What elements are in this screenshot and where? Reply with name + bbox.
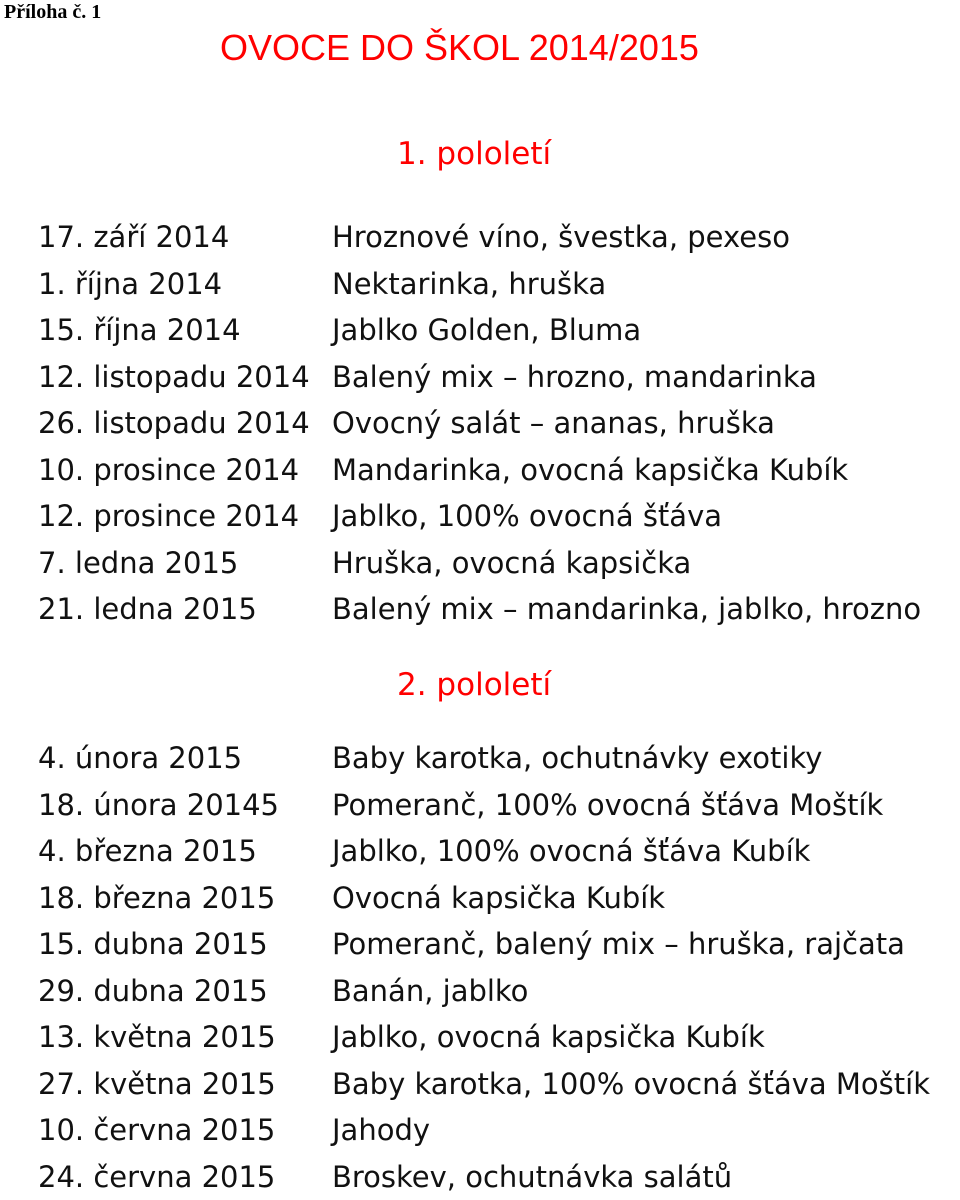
- fruit-items: Hroznové víno, švestka, pexeso: [332, 220, 790, 254]
- schedule-row: [38, 214, 921, 261]
- schedule-row: [38, 1154, 930, 1200]
- schedule-row: [38, 261, 921, 308]
- delivery-date: 10. června 2015: [38, 1113, 332, 1147]
- fruit-items: Nektarinka, hruška: [332, 267, 606, 301]
- fruit-items: Pomeranč, balený mix – hruška, rajčata: [332, 927, 905, 961]
- schedule-row: [38, 540, 921, 587]
- delivery-date: 12. prosince 2014: [38, 499, 332, 533]
- schedule-row: [38, 782, 930, 829]
- delivery-date: 18. února 20145: [38, 788, 332, 822]
- delivery-date: 4. února 2015: [38, 741, 332, 775]
- delivery-date: 13. května 2015: [38, 1020, 332, 1054]
- delivery-date: 1. října 2014: [38, 267, 332, 301]
- fruit-items: Balený mix – hrozno, mandarinka: [332, 360, 817, 394]
- schedule-list-first-half: [38, 214, 921, 633]
- fruit-items: Baby karotka, 100% ovocná šťáva Moštík: [332, 1067, 930, 1101]
- schedule-row: [38, 1014, 930, 1061]
- section-heading-second-half: 2. pololetí: [397, 665, 551, 705]
- delivery-date: 24. června 2015: [38, 1160, 332, 1194]
- fruit-items: Jablko Golden, Bluma: [332, 313, 641, 347]
- attachment-label: Příloha č. 1: [4, 0, 101, 24]
- schedule-row: [38, 1107, 930, 1154]
- delivery-date: 4. března 2015: [38, 834, 332, 868]
- fruit-items: Hruška, ovocná kapsička: [332, 546, 691, 580]
- fruit-items: Jahody: [332, 1113, 430, 1147]
- schedule-row: [38, 735, 930, 782]
- schedule-row: [38, 307, 921, 354]
- fruit-items: Pomeranč, 100% ovocná šťáva Moštík: [332, 788, 883, 822]
- fruit-items: Broskev, ochutnávka salátů: [332, 1160, 732, 1194]
- delivery-date: 26. listopadu 2014: [38, 406, 332, 440]
- delivery-date: 29. dubna 2015: [38, 974, 332, 1008]
- fruit-items: Baby karotka, ochutnávky exotiky: [332, 741, 822, 775]
- schedule-row: [38, 447, 921, 494]
- fruit-items: Balený mix – mandarinka, jablko, hrozno: [332, 592, 921, 626]
- schedule-row: [38, 354, 921, 401]
- delivery-date: 27. května 2015: [38, 1067, 332, 1101]
- delivery-date: 7. ledna 2015: [38, 546, 332, 580]
- schedule-row: [38, 921, 930, 968]
- schedule-row: [38, 493, 921, 540]
- schedule-row: [38, 586, 921, 633]
- schedule-row: [38, 968, 930, 1015]
- fruit-items: Banán, jablko: [332, 974, 528, 1008]
- schedule-row: [38, 875, 930, 922]
- fruit-items: Mandarinka, ovocná kapsička Kubík: [332, 453, 848, 487]
- schedule-row: [38, 1061, 930, 1108]
- section-heading-first-half: 1. pololetí: [397, 134, 551, 174]
- delivery-date: 10. prosince 2014: [38, 453, 332, 487]
- delivery-date: 21. ledna 2015: [38, 592, 332, 626]
- delivery-date: 12. listopadu 2014: [38, 360, 332, 394]
- delivery-date: 15. dubna 2015: [38, 927, 332, 961]
- fruit-items: Ovocná kapsička Kubík: [332, 881, 665, 915]
- schedule-row: [38, 400, 921, 447]
- schedule-row: [38, 828, 930, 875]
- document-title: OVOCE DO ŠKOL 2014/2015: [220, 26, 699, 70]
- delivery-date: 17. září 2014: [38, 220, 332, 254]
- fruit-items: Jablko, 100% ovocná šťáva: [332, 499, 722, 533]
- delivery-date: 15. října 2014: [38, 313, 332, 347]
- fruit-items: Jablko, ovocná kapsička Kubík: [332, 1020, 765, 1054]
- delivery-date: 18. března 2015: [38, 881, 332, 915]
- fruit-items: Ovocný salát – ananas, hruška: [332, 406, 775, 440]
- fruit-items: Jablko, 100% ovocná šťáva Kubík: [332, 834, 810, 868]
- schedule-list-second-half: [38, 735, 930, 1200]
